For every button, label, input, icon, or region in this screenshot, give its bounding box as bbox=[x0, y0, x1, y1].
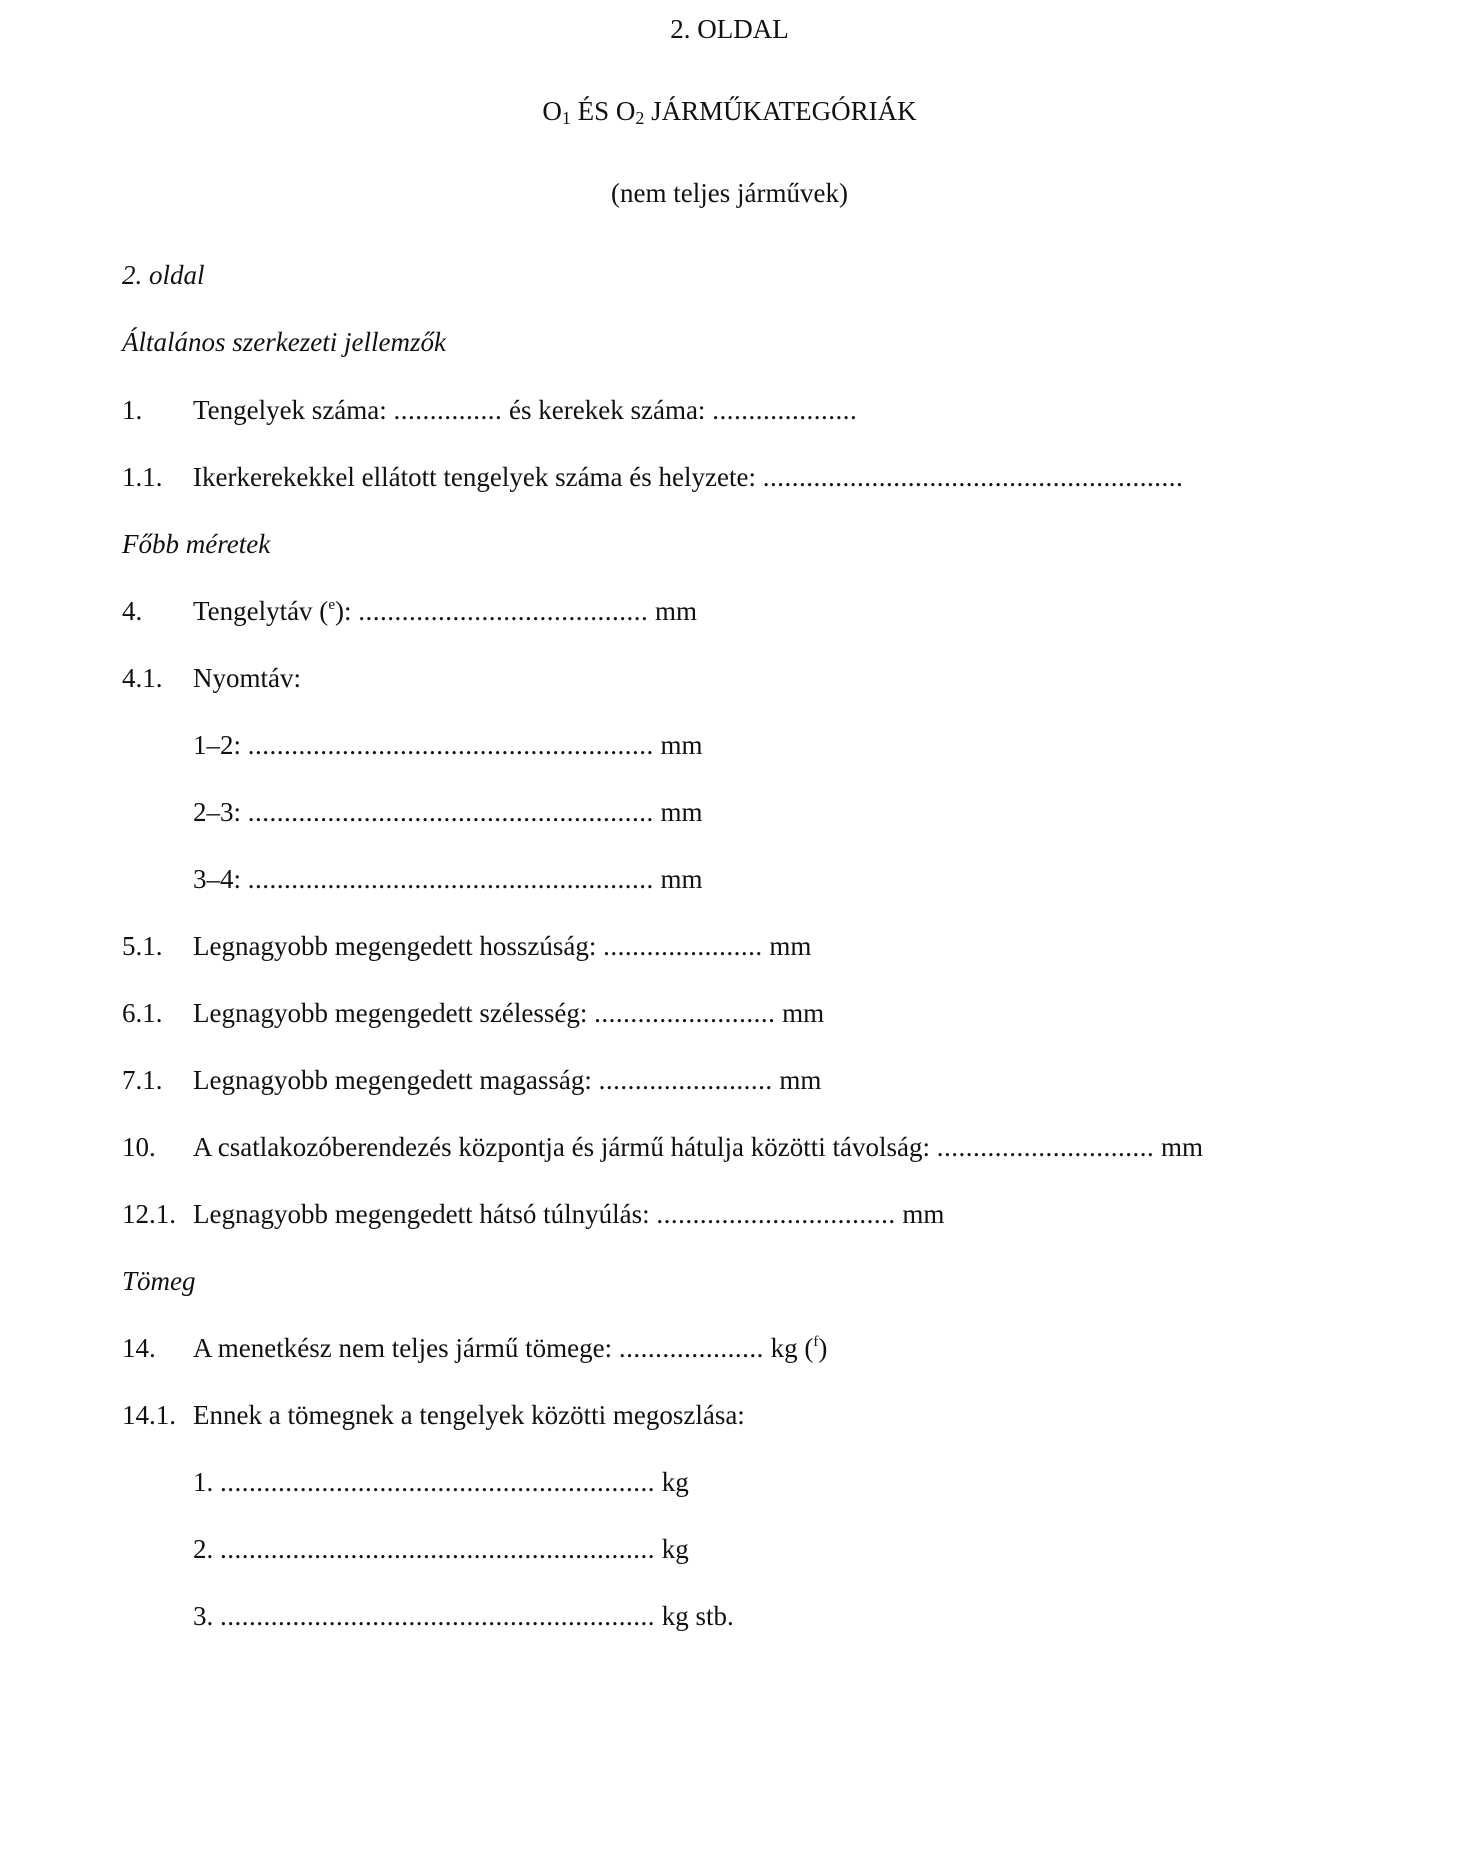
unit: mm bbox=[779, 1065, 822, 1095]
item-label: Ikerkerekekkel ellátott tengelyek száma és helyzete: bbox=[193, 462, 756, 492]
sub-item-text bbox=[193, 1601, 734, 1632]
sub-item-text bbox=[193, 797, 703, 828]
item-label: A menetkész nem teljes jármű tömege: bbox=[193, 1333, 613, 1363]
item-label: Legnagyobb megengedett magasság: bbox=[193, 1065, 592, 1095]
unit: mm bbox=[782, 998, 825, 1028]
unit: mm bbox=[660, 864, 703, 894]
item-number: 7.1. bbox=[122, 1065, 163, 1095]
title-sub-1: 1 bbox=[561, 108, 571, 128]
fill-dots: .............................. bbox=[936, 1132, 1155, 1162]
item-label: Legnagyobb megengedett hátsó túlnyúlás: bbox=[193, 1199, 650, 1229]
item-label: Nyomtáv: bbox=[193, 663, 301, 693]
title-part-2: ÉS O bbox=[570, 96, 636, 126]
item-number: 5.1. bbox=[122, 931, 163, 961]
unit: mm bbox=[1161, 1132, 1204, 1162]
item-number: 6.1. bbox=[122, 998, 163, 1028]
fill-dots: ............................................................ bbox=[220, 1467, 655, 1497]
footnote-ref: f bbox=[813, 1334, 819, 1350]
unit: kg stb. bbox=[661, 1601, 734, 1631]
sub-item-text bbox=[193, 1467, 689, 1498]
fill-dots: .......................................................... bbox=[762, 462, 1184, 492]
sub-item-label: 3. bbox=[193, 1601, 214, 1631]
item-text bbox=[193, 998, 824, 1029]
item-text bbox=[193, 462, 1183, 493]
sub-item-label: 2. bbox=[193, 1534, 214, 1564]
item-label-end: ): bbox=[334, 596, 352, 626]
section-mass-heading: Tömeg bbox=[122, 1266, 196, 1296]
item-label: Ennek a tömegnek a tengelyek közötti megoszlása: bbox=[193, 1400, 745, 1430]
document-title bbox=[0, 96, 1459, 127]
sub-item-label: 1. bbox=[193, 1467, 214, 1497]
fill-dots: ........................................................ bbox=[247, 730, 654, 760]
item-text bbox=[193, 1199, 944, 1230]
item-number: 1.1. bbox=[122, 462, 163, 492]
page-label: 2. OLDAL bbox=[670, 14, 789, 44]
fill-dots: ......................... bbox=[594, 998, 776, 1028]
item-mid-label: és kerekek száma: bbox=[509, 395, 706, 425]
item-label: Legnagyobb megengedett szélesség: bbox=[193, 998, 588, 1028]
sub-item-text bbox=[193, 864, 703, 895]
fill-dots: ...................... bbox=[603, 931, 763, 961]
document-subtitle: (nem teljes járművek) bbox=[611, 178, 848, 208]
sub-item-label: 1–2: bbox=[193, 730, 242, 760]
item-number: 10. bbox=[122, 1132, 156, 1162]
item-text bbox=[193, 395, 857, 426]
item-number: 1. bbox=[122, 395, 143, 425]
fill-dots: .................... bbox=[618, 1333, 764, 1363]
item-text bbox=[193, 1132, 1203, 1163]
item-label: Legnagyobb megengedett hosszúság: bbox=[193, 931, 597, 961]
item-text bbox=[193, 1333, 827, 1364]
fill-dots: ............................................................ bbox=[220, 1601, 655, 1631]
item-text bbox=[193, 1065, 821, 1096]
fill-dots: ........................................ bbox=[358, 596, 649, 626]
title-part-3: JÁRMŰKATEGÓRIÁK bbox=[644, 96, 917, 126]
item-label: A csatlakozóberendezés központja és jármű hátulja közötti távolság: bbox=[193, 1132, 931, 1162]
unit-end: ) bbox=[818, 1333, 828, 1363]
unit: kg bbox=[661, 1467, 689, 1497]
unit: mm bbox=[654, 596, 697, 626]
item-number: 14.1. bbox=[122, 1400, 176, 1430]
fill-dots: ........................ bbox=[598, 1065, 773, 1095]
fill-dots: ............... bbox=[393, 395, 503, 425]
item-number: 4. bbox=[122, 596, 143, 626]
fill-dots: ................................. bbox=[656, 1199, 896, 1229]
sub-item-text bbox=[193, 730, 703, 761]
fill-dots: ............................................................ bbox=[220, 1534, 655, 1564]
fill-dots: ........................................................ bbox=[247, 864, 654, 894]
item-label: Tengelytáv ( bbox=[193, 596, 329, 626]
item-number: 4.1. bbox=[122, 663, 163, 693]
sub-item-label: 2–3: bbox=[193, 797, 242, 827]
fill-dots: .................... bbox=[712, 395, 858, 425]
unit: kg bbox=[661, 1534, 689, 1564]
footnote-ref: e bbox=[328, 597, 335, 613]
item-text bbox=[193, 931, 811, 962]
unit: mm bbox=[902, 1199, 945, 1229]
item-text bbox=[193, 596, 697, 627]
section-dimensions-heading: Főbb méretek bbox=[122, 529, 271, 559]
unit: mm bbox=[660, 797, 703, 827]
title-part-1: O bbox=[542, 96, 562, 126]
section-page-heading: 2. oldal bbox=[122, 260, 205, 290]
unit: mm bbox=[769, 931, 812, 961]
item-number: 12.1. bbox=[122, 1199, 176, 1229]
item-label: Tengelyek száma: bbox=[193, 395, 387, 425]
unit: kg ( bbox=[770, 1333, 814, 1363]
unit: mm bbox=[660, 730, 703, 760]
item-number: 14. bbox=[122, 1333, 156, 1363]
sub-item-text bbox=[193, 1534, 689, 1565]
title-sub-2: 2 bbox=[635, 108, 645, 128]
sub-item-label: 3–4: bbox=[193, 864, 242, 894]
section-general-heading: Általános szerkezeti jellemzők bbox=[122, 327, 446, 357]
fill-dots: ........................................................ bbox=[247, 797, 654, 827]
